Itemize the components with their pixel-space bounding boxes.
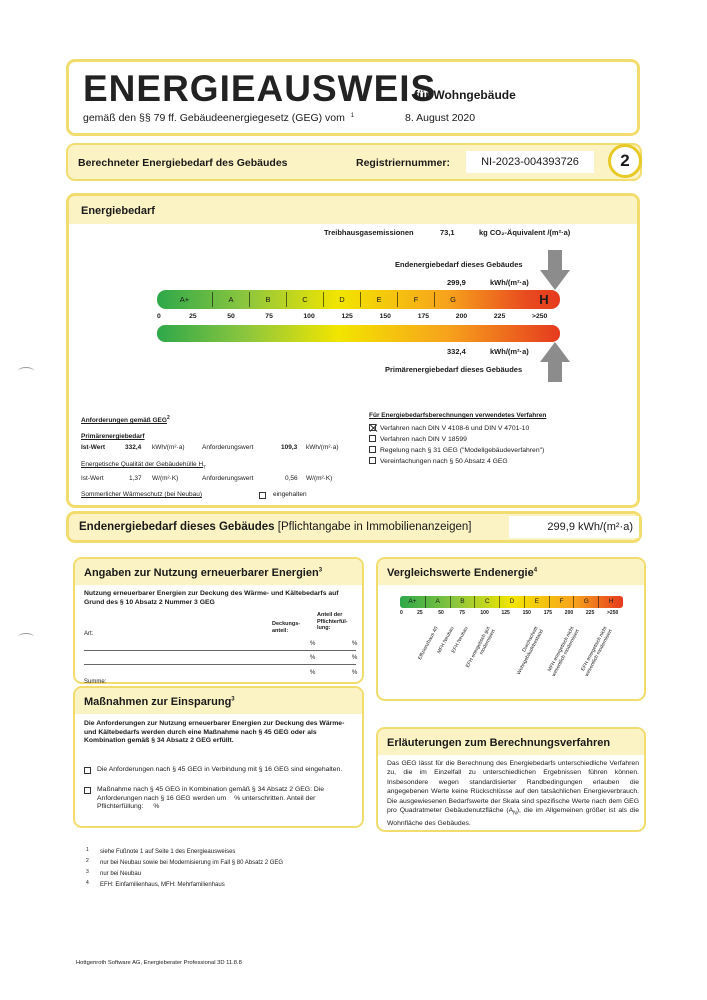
energy-scale-tick: 75 (265, 313, 273, 320)
energy-scale-tick: 175 (417, 313, 430, 320)
comparison-scale-tick: 225 (585, 610, 595, 616)
summer-protection-checkbox[interactable] (259, 492, 266, 499)
procedure-label: Vereinfachungen nach § 50 Absatz 4 GEG (380, 458, 508, 465)
comparison-scale-classes (400, 596, 623, 608)
page-number-badge: 2 (608, 144, 642, 178)
primary-energy-label: Primärenergiebedarf dieses Gebäudes (385, 365, 523, 374)
procedure-checkbox[interactable] (369, 446, 376, 453)
primary-energy-value: 332,4 (447, 347, 466, 356)
end-energy-unit: kWh/(m²·a) (490, 278, 529, 287)
renewables-col-art: Art: (84, 631, 94, 637)
comparison-reference-label: EFH Neubau (450, 625, 470, 655)
explanation-box (376, 727, 646, 832)
software-credit: Hottgenroth Software AG, Energieberater Professional 3D 11.8.8 (76, 960, 242, 966)
certificate-subtitle: für Wohngebäude (414, 88, 516, 102)
comparison-class-c: C (474, 596, 499, 608)
comparison-scale-tick: 150 (522, 610, 531, 616)
energy-scale-tick: 0 (157, 313, 161, 320)
comparison-class-f: F (549, 596, 574, 608)
registration-number-field: NI-2023-004393726 (466, 151, 594, 173)
primary-energy-arrow-icon (540, 342, 570, 382)
renewables-intro: Nutzung erneuerbarer Energien zur Deckung des Wärme- und Kältebedarfs auf Grund des § 10 Absatz 2 Nummer 3 GEG (84, 590, 339, 606)
energy-scale-tick: 200 (455, 313, 468, 320)
comparison-scale-tick: 125 (501, 610, 510, 616)
comparison-class-b: B (450, 596, 475, 608)
comparison-scale-tick: >250 (607, 610, 619, 616)
ghg-value: 73,1 (440, 228, 455, 237)
energy-class-a: A (212, 292, 249, 307)
procedure-label: Verfahren nach DIN V 18599 (380, 436, 467, 443)
procedure-item[interactable] (369, 446, 629, 454)
procedure-item[interactable] (369, 424, 629, 432)
envelope-req-heading: Energetische Qualität der Gebäudehülle $H_T$ (81, 461, 206, 470)
procedure-checkbox[interactable] (369, 457, 376, 464)
envelope-req-row: Ist-Wert 1,37 W/(m²·K) Anforderungswert 0,56 W/(m²·K) (81, 475, 333, 482)
measures-option-2 (84, 786, 354, 812)
renewables-box (73, 557, 364, 684)
comparison-scale-tick: 25 (417, 610, 423, 616)
energy-scale-tick: 125 (341, 313, 353, 320)
renewables-sum-row: Summe: % % (84, 670, 358, 685)
end-energy-arrow-icon (540, 250, 570, 290)
scan-mark (18, 367, 34, 375)
procedures-heading: Für Energiebedarfsberechnungen verwendetes Verfahren (369, 412, 547, 419)
comparison-class-g: G (573, 596, 598, 608)
ghg-unit: kg CO₂-Äquivalent /(m²·a) (479, 228, 571, 237)
end-energy-label: Endenergiebedarf dieses Gebäudes (395, 260, 523, 269)
energy-scale (157, 290, 560, 309)
comparison-reference-labels (400, 619, 623, 697)
measures-box (73, 686, 364, 828)
footnote-item (86, 880, 386, 888)
energy-scale-lower-band (157, 325, 560, 342)
energiebedarf-box (66, 193, 640, 508)
end-energy-bar-value: 299,9 kWh/(m²·a) (509, 516, 639, 538)
comparison-class-d: D (499, 596, 524, 608)
energy-class-aplus: A+ (179, 295, 190, 304)
comparison-reference-label: EFH energetisch nicht wesentlich modernisiert (580, 625, 614, 678)
energy-scale-tick: >250 (532, 313, 548, 320)
comparison-scale-tick: 175 (543, 610, 553, 616)
comparison-scale-tick: 200 (564, 610, 574, 616)
renewables-col-pflicht: Anteil der Pflichterfül-lung: (317, 612, 348, 631)
energiebedarf-heading: Energiebedarf (81, 205, 155, 217)
energy-class-f: F (397, 292, 434, 307)
procedure-item[interactable] (369, 435, 629, 443)
energy-class-b: B (249, 292, 286, 307)
renewables-col-deckung: Deckungs-anteil: (272, 621, 301, 634)
comparison-heading: Vergleichswerte Endenergie$^4$ (387, 567, 538, 579)
comparison-scale-tick: 0 (400, 610, 403, 616)
comparison-reference-label: MFH Neubau (436, 625, 456, 655)
renewables-heading: Angaben zur Nutzung erneuerbarer Energien$^3$ (84, 567, 323, 579)
info-bar (66, 143, 642, 181)
measures-option-1: Die Anforderungen nach § 45 GEG in Verbindung mit § 16 GEG sind eingehalten. (84, 766, 354, 775)
comparison-scale-tick: 75 (459, 610, 465, 616)
primary-energy-req-heading: Primärenergiebedarf (81, 433, 145, 440)
procedure-label: Regelung nach § 31 GEG ("Modellgebäudeverfahren") (380, 447, 545, 454)
procedure-label: Verfahren nach DIN V 4108-6 und DIN V 4701-10 (380, 425, 530, 432)
measures-heading: Maßnahmen zur Einsparung$^3$ (84, 696, 235, 708)
procedure-checkbox[interactable] (369, 424, 376, 431)
footnote-item (86, 869, 386, 877)
energy-class-d: D (323, 292, 360, 307)
comparison-class-h: H (598, 596, 623, 608)
info-heading: Berechneter Energiebedarf des Gebäudes (78, 157, 288, 169)
energy-scale-tick: 225 (493, 313, 506, 320)
comparison-reference-label: EFH energetisch gut modernisiert (464, 625, 497, 669)
ghg-label: Treibhausgasemissionen (324, 228, 414, 237)
explanation-text: Das GEG lässt für die Berechnung des Energiebedarfs unterschiedliche Verfahren zu, die im Einzelfall zu unterschiedlichen Ergebnissen führen können. Insbesondere wegen standardisierter Randbedingungen erlauben die angegebenen Werte keine Rückschlüsse auf den tatsächlichen Energieverbrauch. Die ausgewiesenen Bedarfswerte der Skala sind spezifische Werte nach dem GEG pro Quadratmeter Gebäudenutzfläche $(A_N)$, die im Allgemeinen größer ist als die Wohnfläche des Gebäudes. (387, 760, 640, 827)
registration-label: Registriernummer: (356, 157, 450, 169)
comparison-reference-label: MFH energetisch nicht wesentlich modernisiert (546, 625, 581, 678)
measures-option-2-text: Maßnahme nach § 45 GEG in Kombination gemäß § 34 Absatz 2 GEG: Die Anforderungen nach § 16 GEG werden um % unterschritten. Anteil der Pflichterfüllung: % (97, 786, 325, 811)
renewables-row-1: % % (84, 641, 356, 651)
energy-scale-tick: 150 (379, 313, 391, 320)
footnote-number: 1 (86, 847, 89, 853)
explanation-heading: Erläuterungen zum Berechnungsverfahren (387, 737, 611, 749)
end-energy-value: 299,9 (447, 278, 466, 287)
comparison-class-a: A (425, 596, 450, 608)
scan-mark (18, 633, 34, 641)
law-date: 8. August 2020 (405, 112, 476, 124)
energy-scale-classes (157, 290, 560, 309)
footnote-item (86, 858, 386, 866)
footnote-number: 4 (86, 880, 89, 886)
footnotes (86, 847, 386, 891)
energy-scale-tick: 100 (303, 313, 315, 320)
comparison-reference-label: Durchschnitt Wohngebäudebestand (515, 625, 545, 676)
comparison-scale (400, 596, 623, 608)
measures-intro: Die Anforderungen zur Nutzung erneuerbarer Energien zur Deckung des Wärme- und Kältebedarfs werden durch eine Maßnahme nach § 45 GEG oder als Kombination gemäß § 34 Absatz 2 GEG erfüllt. (84, 720, 345, 745)
law-reference: gemäß den §§ 79 ff. Gebäudeenergiegesetz (GEG) vom $^1$ (83, 112, 355, 124)
energy-class-e: E (360, 292, 397, 307)
requirements-heading: Anforderungen gemäß GEG$^2$ (81, 415, 170, 425)
header-box (66, 59, 640, 136)
energy-class-h: H (539, 292, 549, 307)
comparison-scale-tick: 50 (438, 610, 444, 616)
energy-scale-ticks (157, 313, 560, 323)
summer-protection-row: Sommerlicher Wärmeschutz (bei Neubau) eingehalten (81, 491, 307, 498)
energy-class-g: G (434, 292, 471, 307)
comparison-scale-ticks (400, 610, 623, 618)
procedure-checkbox[interactable] (369, 435, 376, 442)
measures-option-1-checkbox[interactable] (84, 767, 91, 774)
energy-class-c: C (286, 292, 323, 307)
comparison-class-aplus: A+ (408, 598, 417, 605)
certificate-title: ENERGIEAUSWEIS (83, 68, 437, 109)
measures-option-2-checkbox[interactable] (84, 787, 91, 794)
comparison-class-e: E (524, 596, 549, 608)
footnote-text: nur bei Neubau (100, 871, 142, 877)
footnote-text: siehe Fußnote 1 auf Seite 1 des Energieausweises (100, 849, 236, 855)
footnote-item (86, 847, 386, 855)
energy-scale-tick: 50 (227, 313, 235, 320)
energy-scale-tick: 25 (189, 313, 197, 320)
procedure-item[interactable] (369, 457, 629, 465)
renewables-row-2: % % (84, 655, 356, 665)
end-energy-bar (66, 511, 642, 543)
footnote-number: 3 (86, 869, 89, 875)
footnote-text: nur bei Neubau sowie bei Modernisierung im Fall § 80 Absatz 2 GEG (100, 860, 284, 866)
primary-req-row: Ist-Wert 332,4 kWh/(m²·a) Anforderungswert 109,3 kWh/(m²·a) (81, 444, 339, 451)
footnote-number: 2 (86, 858, 89, 864)
comparison-box (376, 557, 646, 701)
end-energy-bar-label: Endenergiebedarf dieses Gebäudes [Pflichtangabe in Immobilienanzeigen] (79, 521, 472, 533)
comparison-scale-tick: 100 (480, 610, 489, 616)
procedure-list (369, 424, 629, 468)
footnote-text: EFH: Einfamilienhaus, MFH: Mehrfamilienhaus (100, 882, 225, 888)
comparison-reference-label: Effizienzhaus 40 (417, 625, 440, 661)
primary-energy-unit: kWh/(m²·a) (490, 347, 529, 356)
